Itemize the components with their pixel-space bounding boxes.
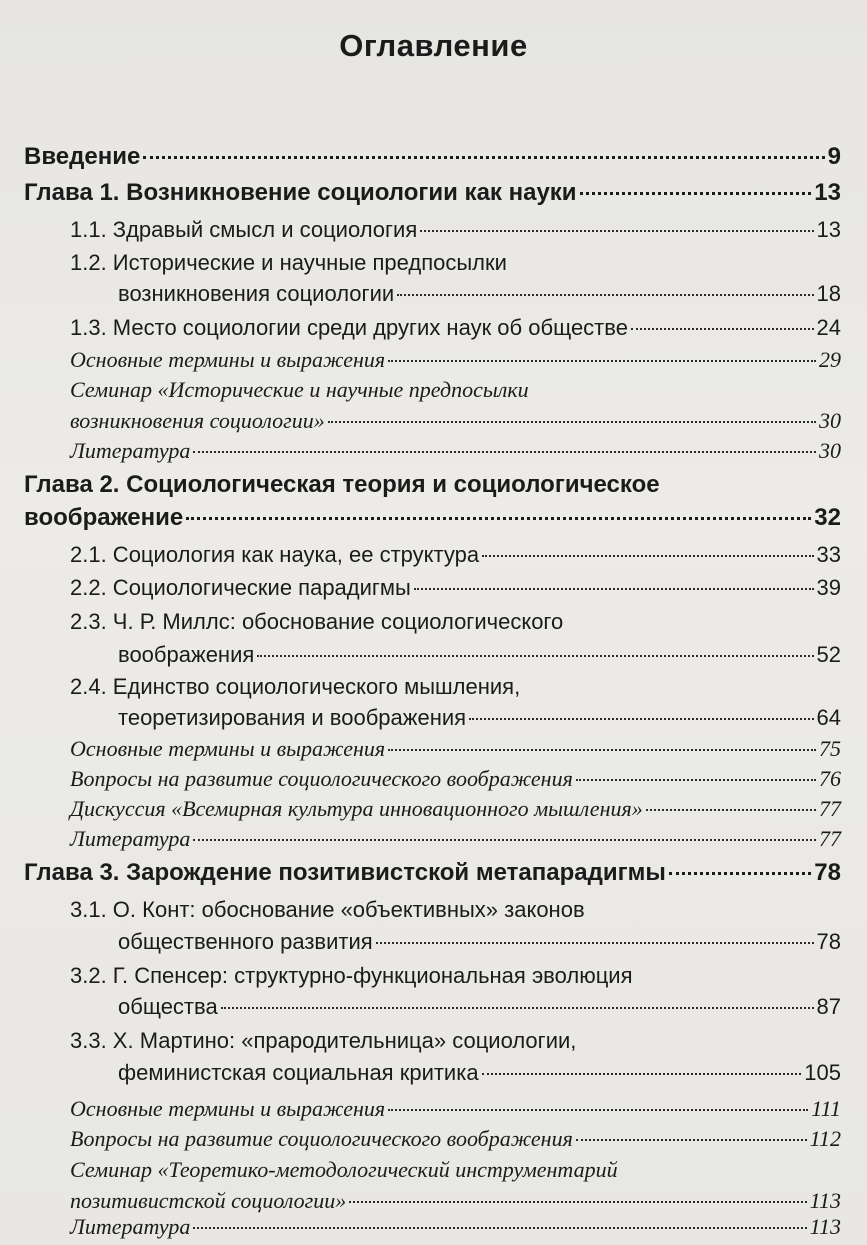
toc-entry-text: Вопросы на развитие социологического воображения bbox=[70, 766, 573, 791]
toc-entry-text: теоретизирования и воображения bbox=[118, 705, 467, 730]
dot-leader bbox=[193, 1227, 806, 1229]
toc-page-number: 64 bbox=[816, 705, 841, 730]
toc-entry-text: 1.1. Здравый смысл и социология bbox=[70, 217, 418, 242]
toc-entry-literature-3 bbox=[70, 1212, 841, 1242]
toc-page-number: 30 bbox=[819, 408, 841, 433]
toc-entry-terms-2 bbox=[70, 734, 841, 764]
dot-leader bbox=[580, 192, 812, 195]
toc-page-number: 111 bbox=[811, 1096, 841, 1121]
dot-leader bbox=[388, 749, 816, 751]
dot-leader bbox=[414, 588, 814, 590]
toc-entry-section-2-4 bbox=[118, 703, 841, 733]
toc-entry-text: Глава 3. Зарождение позитивистской метапарадигмы bbox=[24, 859, 666, 886]
toc-entry-seminar-3-line1: Семинар «Теоретико-методологический инструментарий bbox=[70, 1157, 618, 1182]
toc-entry-text: феминистская социальная критика bbox=[118, 1060, 479, 1085]
toc-entry-text: Основные термины и выражения bbox=[70, 736, 386, 761]
toc-entry-chapter-3 bbox=[24, 858, 841, 888]
dot-leader bbox=[186, 517, 811, 520]
dot-leader bbox=[193, 839, 816, 841]
dot-leader bbox=[349, 1201, 806, 1203]
dot-leader bbox=[482, 1073, 802, 1075]
toc-page-number: 13 bbox=[816, 217, 841, 242]
toc-entry-text: 1.3. Место социологии среди других наук об обществе bbox=[70, 315, 628, 340]
toc-entry-text: Литература bbox=[70, 826, 191, 851]
toc-page-number: 78 bbox=[814, 859, 841, 886]
toc-page-number: 87 bbox=[816, 994, 841, 1019]
toc-entry-text: воображение bbox=[24, 504, 184, 531]
toc-entry-seminar-1 bbox=[70, 406, 841, 436]
toc-page-number: 29 bbox=[819, 347, 841, 372]
toc-page-number: 9 bbox=[827, 143, 841, 170]
toc-page-number: 39 bbox=[816, 575, 841, 600]
toc-entry-section-3-3-line1: 3.3. Х. Мартино: «прародительница» социологии, bbox=[70, 1028, 577, 1053]
toc-entry-section-2-2 bbox=[70, 573, 841, 603]
toc-page-number: 105 bbox=[804, 1060, 841, 1085]
toc-entry-section-3-2-line1: 3.2. Г. Спенсер: структурно-функциональная эволюция bbox=[70, 963, 633, 988]
dot-leader bbox=[646, 809, 816, 811]
toc-entry-chapter-1 bbox=[24, 178, 841, 208]
dot-leader bbox=[420, 230, 813, 232]
toc-page-number: 77 bbox=[819, 796, 841, 821]
toc-entry-section-2-3-line1: 2.3. Ч. Р. Миллс: обоснование социологического bbox=[70, 609, 564, 634]
dot-leader bbox=[631, 328, 814, 330]
toc-entry-text: Основные термины и выражения bbox=[70, 347, 386, 372]
toc-page-number: 24 bbox=[816, 315, 841, 340]
toc-entry-section-1-2 bbox=[118, 279, 841, 309]
toc-page-number: 13 bbox=[814, 179, 841, 206]
toc-entry-text: общественного развития bbox=[118, 929, 373, 954]
toc-page-number: 78 bbox=[816, 929, 841, 954]
toc-page-number: 32 bbox=[814, 504, 841, 531]
toc-entry-text: возникновения социологии bbox=[118, 281, 395, 306]
toc-entry-section-1-2-line1: 1.2. Исторические и научные предпосылки bbox=[70, 250, 507, 275]
toc-entry-text: Литература bbox=[70, 438, 191, 463]
dot-leader bbox=[143, 156, 824, 159]
dot-leader bbox=[257, 655, 813, 657]
toc-entry-chapter-2 bbox=[24, 503, 841, 533]
toc-entry-text: Вопросы на развитие социологического воображения bbox=[70, 1126, 573, 1151]
toc-entry-section-1-1 bbox=[70, 215, 841, 245]
toc-page-number: 33 bbox=[816, 542, 841, 567]
toc-entry-section-3-2 bbox=[118, 992, 841, 1022]
toc-entry-text: позитивистской социологии» bbox=[70, 1188, 347, 1213]
toc-entry-terms-3 bbox=[70, 1094, 841, 1124]
toc-entry-text: Введение bbox=[24, 143, 141, 170]
dot-leader bbox=[376, 942, 814, 944]
toc-page-number: 113 bbox=[809, 1188, 841, 1213]
toc-entry-text: 2.2. Социологические парадигмы bbox=[70, 575, 411, 600]
toc-entry-section-3-1-line1: 3.1. О. Конт: обоснование «объективных» законов bbox=[70, 897, 585, 922]
toc-page-number: 112 bbox=[809, 1126, 841, 1151]
toc-entry-terms-1 bbox=[70, 345, 841, 375]
dot-leader bbox=[482, 555, 813, 557]
toc-entry-questions-3 bbox=[70, 1124, 841, 1154]
toc-entry-section-2-1 bbox=[70, 540, 841, 570]
toc-entry-questions-2 bbox=[70, 764, 841, 794]
dot-leader bbox=[669, 872, 811, 875]
toc-entry-section-2-4-line1: 2.4. Единство социологического мышления, bbox=[70, 674, 521, 699]
toc-entry-section-2-3 bbox=[118, 640, 841, 670]
toc-entry-literature-1 bbox=[70, 436, 841, 466]
toc-entry-text: общества bbox=[118, 994, 218, 1019]
toc-entry-text: Глава 1. Возникновение социологии как науки bbox=[24, 179, 577, 206]
dot-leader bbox=[193, 451, 816, 453]
toc-entry-text: воображения bbox=[118, 642, 255, 667]
toc-entry-text: Дискуссия «Всемирная культура инновационного мышления» bbox=[70, 796, 643, 821]
toc-entry-literature-2 bbox=[70, 824, 841, 854]
toc-page-number: 75 bbox=[819, 736, 841, 761]
dot-leader bbox=[576, 779, 816, 781]
toc-entry-text: 2.1. Социология как наука, ее структура bbox=[70, 542, 480, 567]
toc-entry-discussion-2 bbox=[70, 794, 841, 824]
dot-leader bbox=[397, 294, 813, 296]
toc-entry-introduction bbox=[24, 142, 841, 172]
toc-page-number: 30 bbox=[819, 438, 841, 463]
toc-page-number: 52 bbox=[816, 642, 841, 667]
dot-leader bbox=[576, 1139, 807, 1141]
toc-entry-chapter-2-line1: Глава 2. Социологическая теория и социологическое bbox=[24, 471, 660, 498]
toc-entry-text: Литература bbox=[70, 1214, 191, 1239]
toc-entry-text: возникновения социологии» bbox=[70, 408, 325, 433]
toc-entry-seminar-1-line1: Семинар «Исторические и научные предпосылки bbox=[70, 377, 529, 402]
toc-page-number: 113 bbox=[809, 1214, 841, 1239]
page-title: Оглавление bbox=[339, 28, 528, 63]
dot-leader bbox=[328, 421, 816, 423]
toc-entry-text: Основные термины и выражения bbox=[70, 1096, 386, 1121]
toc-entry-section-3-3 bbox=[118, 1058, 841, 1088]
toc-page-number: 77 bbox=[819, 826, 841, 851]
toc-entry-section-1-3 bbox=[70, 313, 841, 343]
dot-leader bbox=[388, 360, 816, 362]
dot-leader bbox=[221, 1007, 814, 1009]
dot-leader bbox=[469, 718, 813, 720]
dot-leader bbox=[388, 1109, 808, 1111]
toc-entry-section-3-1 bbox=[118, 927, 841, 957]
toc-page-number: 18 bbox=[816, 281, 841, 306]
toc-page-number: 76 bbox=[819, 766, 841, 791]
